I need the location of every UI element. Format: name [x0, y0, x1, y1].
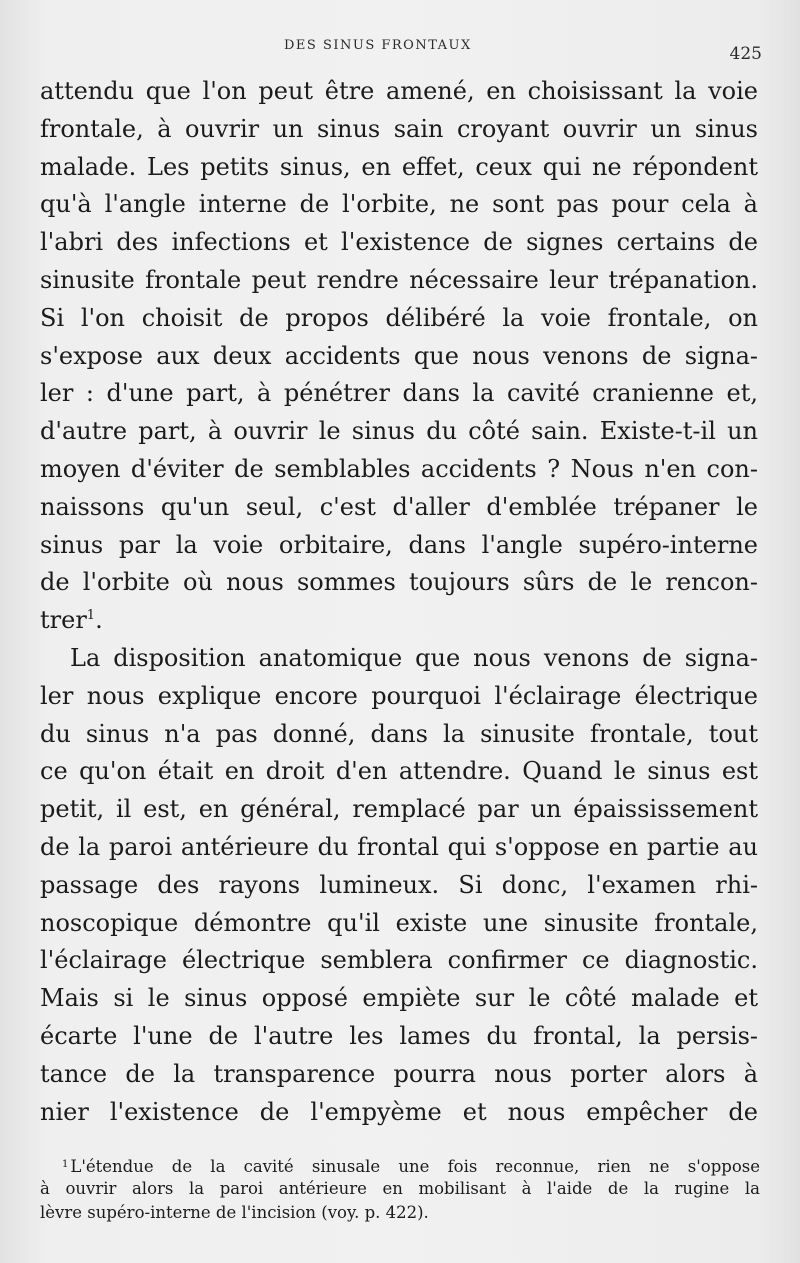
text-line: d'autre part, à ouvrir le sinus du côté sain. Existe-t-il un: [40, 417, 758, 446]
text-fragment: trer: [40, 606, 87, 635]
text-line: écarte l'une de l'autre les lames du frontal, la persis-: [40, 1021, 758, 1050]
text-line: sinusite frontale peut rendre nécessaire leur trépanation.: [40, 265, 758, 294]
text-line: de l'orbite où nous sommes toujours sûrs de le rencon-: [40, 568, 758, 597]
footnote-line: à ouvrir alors la paroi antérieure en mobilisant à l'aide de la rugine la: [40, 1179, 760, 1198]
running-title: DES SINUS FRONTAUX: [284, 38, 472, 53]
trailing-period: .: [95, 606, 103, 635]
text-line: ler : d'une part, à pénétrer dans la cavité cranienne et,: [40, 379, 758, 408]
footnote-first-line: [40, 1153, 760, 1177]
footnote: [40, 1153, 760, 1225]
footnote-text: L'étendue de la cavité sinusale une fois reconnue, rien ne s'oppose: [70, 1157, 760, 1176]
text-line: Mais si le sinus opposé empiète sur le côté malade et: [40, 984, 758, 1013]
text-line: du sinus n'a pas donné, dans la sinusite frontale, tout: [40, 719, 758, 748]
text-line: naissons qu'un seul, c'est d'aller d'emblée trépaner le: [40, 492, 758, 521]
text-line: petit, il est, en général, remplacé par un épaississement: [40, 795, 758, 824]
text-line: s'expose aux deux accidents que nous venons de signa-: [40, 341, 758, 370]
text-line: passage des rayons lumineux. Si donc, l'examen rhi-: [40, 870, 758, 899]
text-line: l'abri des infections et l'existence de signes certains de: [40, 228, 758, 257]
text-line: ce qu'on était en droit d'en attendre. Quand le sinus est: [40, 757, 758, 786]
text-line: attendu que l'on peut être amené, en choisissant la voie: [40, 77, 758, 105]
text-line: frontale, à ouvrir un sinus sain croyant ouvrir un sinus: [40, 114, 758, 143]
footnote-line: lèvre supéro-interne de l'incision (voy. p. 422).: [40, 1203, 429, 1222]
text-line: de la paroi antérieure du frontal qui s'oppose en partie au: [40, 832, 758, 861]
page-number: 425: [729, 44, 762, 64]
text-line: nier l'existence de l'empyème et nous empêcher de: [40, 1097, 758, 1126]
body-text: [40, 73, 758, 1131]
footnote-marker: 1: [62, 1159, 69, 1170]
text-line: sinus par la voie orbitaire, dans l'angle supéro-interne: [40, 530, 758, 559]
text-line: moyen d'éviter de semblables accidents ? Nous n'en con-: [40, 454, 758, 483]
text-line: qu'à l'angle interne de l'orbite, ne sont pas pour cela à: [40, 190, 758, 219]
text-line: ler nous explique encore pourquoi l'éclairage électrique: [40, 681, 758, 710]
text-line: l'éclairage électrique semblera confirmer ce diagnostic.: [40, 946, 758, 975]
paragraph-end-line: [40, 602, 758, 640]
footnote-reference: 1: [86, 608, 96, 624]
text-line: Si l'on choisit de propos délibéré la voie frontale, on: [40, 303, 758, 332]
running-head: [0, 38, 800, 64]
text-line: malade. Les petits sinus, en effet, ceux qui ne répondent: [40, 152, 758, 181]
paragraph-first-line: La disposition anatomique que nous venons de signa-: [70, 643, 758, 672]
text-line: noscopique démontre qu'il existe une sinusite frontale,: [40, 908, 758, 937]
text-line: tance de la transparence pourra nous porter alors à: [40, 1059, 758, 1088]
